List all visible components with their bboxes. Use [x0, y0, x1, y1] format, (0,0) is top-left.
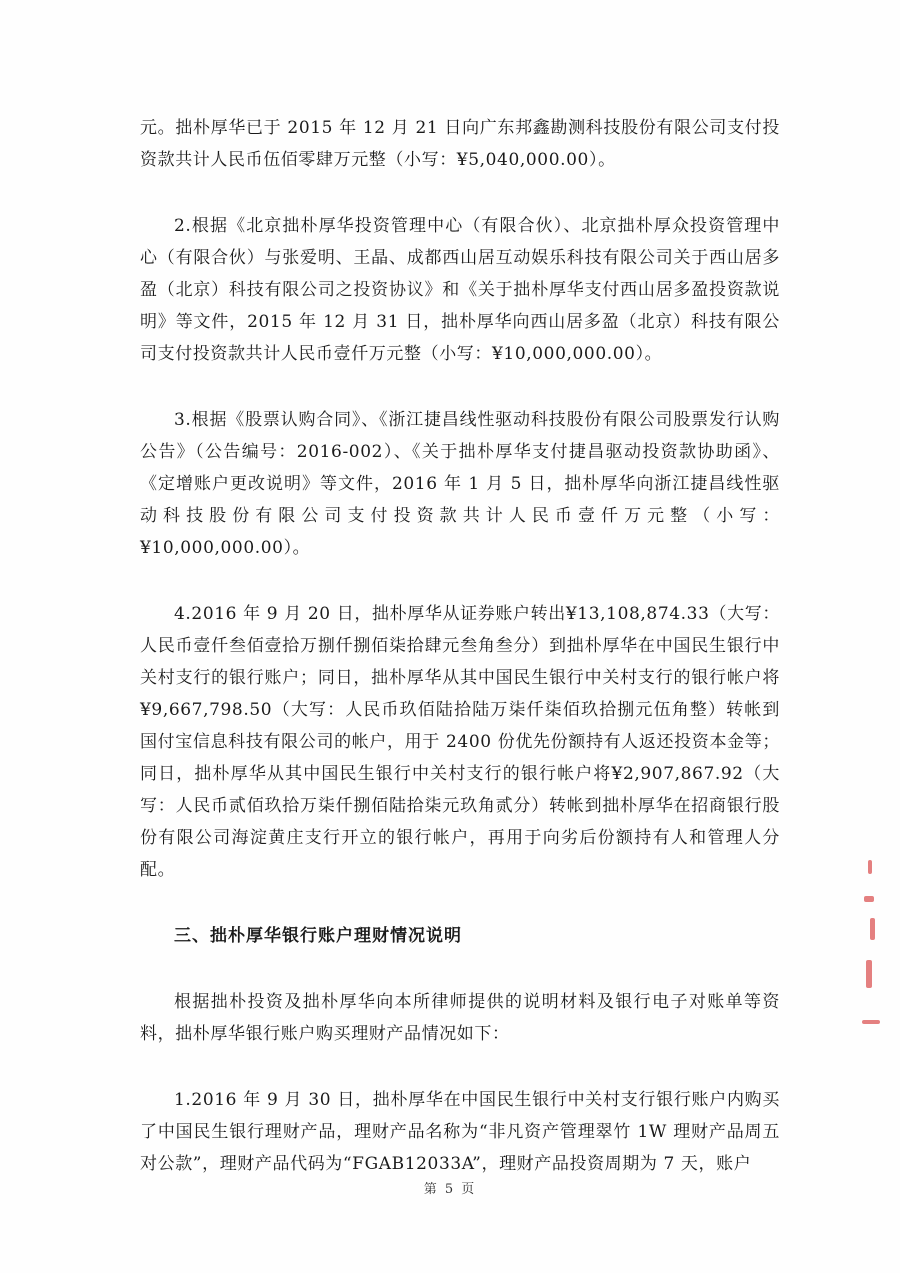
page-number: 第 5 页 [423, 1182, 477, 1197]
paragraph-intro: 根据拙朴投资及拙朴厚华向本所律师提供的说明材料及银行电子对账单等资料，拙朴厚华银行账户购买理财产品情况如下： [140, 992, 780, 1044]
paragraph-item-4: 4.2016 年 9 月 20 日，拙朴厚华从证券账户转出¥13,108,874.33（大写：人民币壹仟叁佰壹拾万捌仟捌佰柒拾肆元叁角叁分）到拙朴厚华在中国民生银行中关村支行的银行账户；同日，拙朴厚华从其中国民生银行中关村支行的银行帐户将¥9,667,798.50（大写：人民币玖佰陆拾陆万柒仟柒佰玖拾捌元伍角整）转帐到国付宝信息科技有限公司的帐户，用于 2400 份优先份额持有人返还投资本金等；同日，拙朴厚华从其中国民生银行中关村支行的银行帐户将¥2,907,867.92（大写：人民币贰佰玖拾万柒仟捌佰陆拾柒元玖角贰分）转帐到拙朴厚华在招商银行股份有限公司海淀黄庄支行开立的银行帐户，再用于向劣后份额持有人和管理人分配。 [140, 604, 780, 880]
paragraph-item-2: 2.根据《北京拙朴厚华投资管理中心（有限合伙）、北京拙朴厚众投资管理中心（有限合伙）与张爱明、王晶、成都西山居互动娱乐科技有限公司关于西山居多盈（北京）科技有限公司之投资协议》和《关于拙朴厚华支付西山居多盈投资款说明》等文件，2015 年 12 月 31 日，拙朴厚华向西山居多盈（北京）科技有限公司支付投资款共计人民币壹仟万元整（小写：¥10,000,000.00）。 [140, 216, 780, 364]
paragraph-item-3: 3.根据《股票认购合同》、《浙江捷昌线性驱动科技股份有限公司股票发行认购公告》（公告编号：2016-002）、《关于拙朴厚华支付捷昌驱动投资款协助函》、《定增账户更改说明》等文件，2016 年 1 月 5 日，拙朴厚华向浙江捷昌线性驱动科技股份有限公司支付投资款共计人民币壹仟万元整（小写：¥10,000,000.00）。 [140, 410, 780, 558]
document-body [140, 112, 780, 1180]
seal-edge-mark [862, 860, 882, 1060]
section-heading: 三、拙朴厚华银行账户理财情况说明 [174, 926, 462, 946]
paragraph-continuation: 元。拙朴厚华已于 2015 年 12 月 21 日向广东邦鑫勘测科技股份有限公司支付投资款共计人民币伍佰零肆万元整（小写：¥5,040,000.00）。 [140, 118, 780, 170]
paragraph-item-1: 1.2016 年 9 月 30 日，拙朴厚华在中国民生银行中关村支行银行账户内购买了中国民生银行理财产品，理财产品名称为“非凡资产管理翠竹 1W 理财产品周五对公款”，理财产品代码为“FGAB12033A”，理财产品投资周期为 7 天，账户 [140, 1090, 780, 1174]
